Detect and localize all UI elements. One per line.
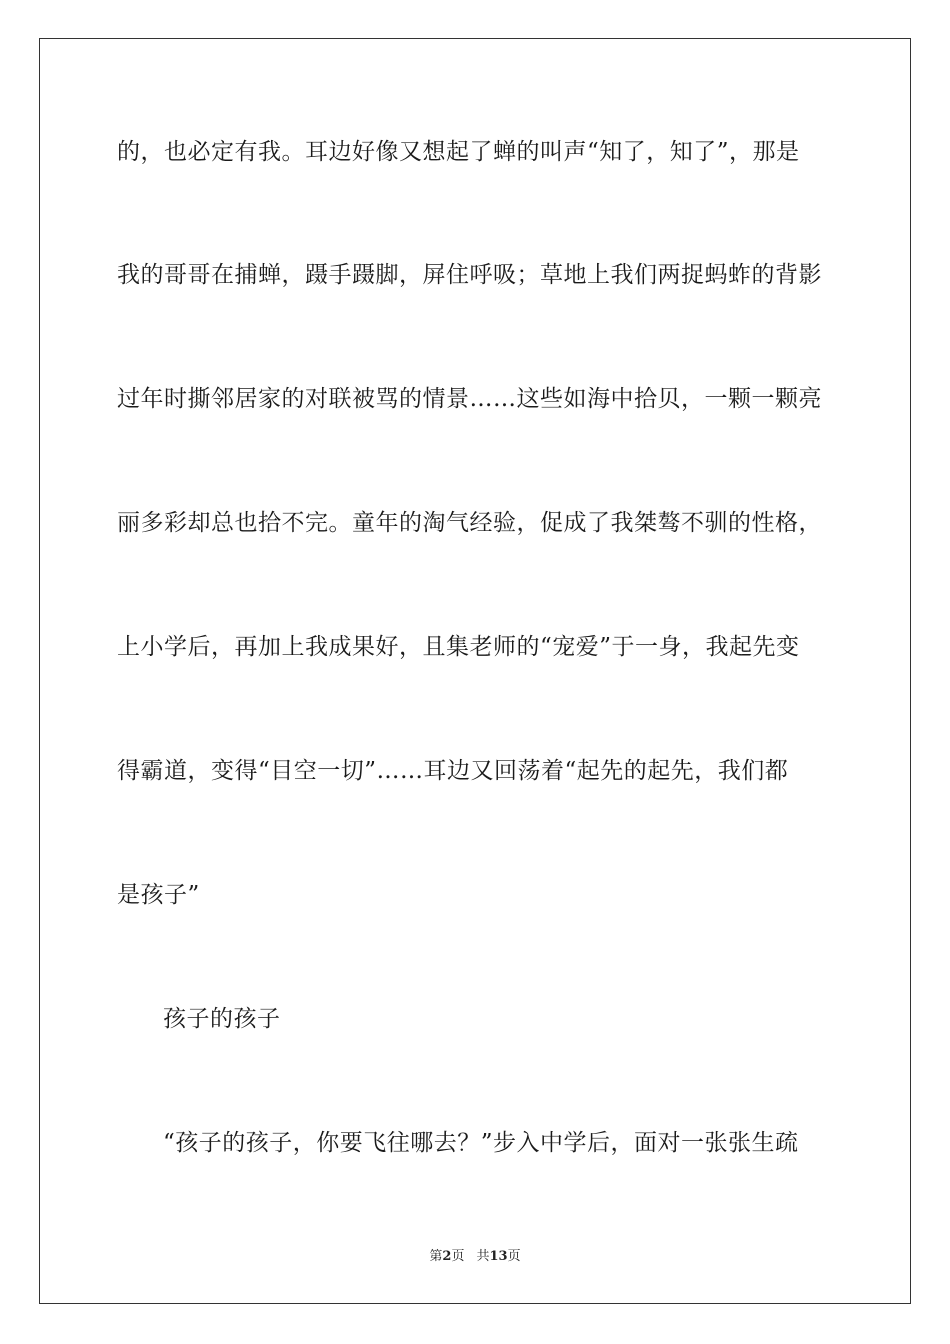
body-line-6: 得霸道，变得“目空一切”……耳边又回荡着“起先的起先，我们都 [117, 758, 789, 784]
body-line-5: 上小学后，再加上我成果好，且集老师的“宠爱”于一身，我起先变 [117, 634, 800, 660]
body-line-3: 过年时撕邻居家的对联被骂的情景……这些如海中拾贝，一颗一颗亮 [117, 386, 822, 412]
body-line-4: 丽多彩却总也拾不完。童年的淘气经验，促成了我桀骜不驯的性格， [117, 510, 822, 536]
page-number: 2 [442, 1249, 452, 1264]
body-line-2: 我的哥哥在捕蝉，蹑手蹑脚，屏住呼吸；草地上我们两捉蚂蚱的背影 [117, 262, 822, 288]
body-line-8: “孩子的孩子，你要飞往哪去？”步入中学后，面对一张张生疏 [163, 1130, 799, 1156]
page-total: 13 [489, 1249, 508, 1264]
page-footer [0, 1248, 950, 1266]
total-prefix: 共 [476, 1249, 490, 1264]
body-line-7: 是孩子” [117, 882, 200, 908]
body-line-1: 的，也必定有我。耳边好像又想起了蝉的叫声“知了，知了”，那是 [117, 139, 800, 165]
page-border [39, 38, 911, 1304]
total-suffix: 页 [507, 1249, 521, 1264]
page-prefix: 第 [429, 1249, 443, 1264]
section-heading: 孩子的孩子 [163, 1006, 281, 1032]
page-suffix: 页 [451, 1249, 465, 1264]
